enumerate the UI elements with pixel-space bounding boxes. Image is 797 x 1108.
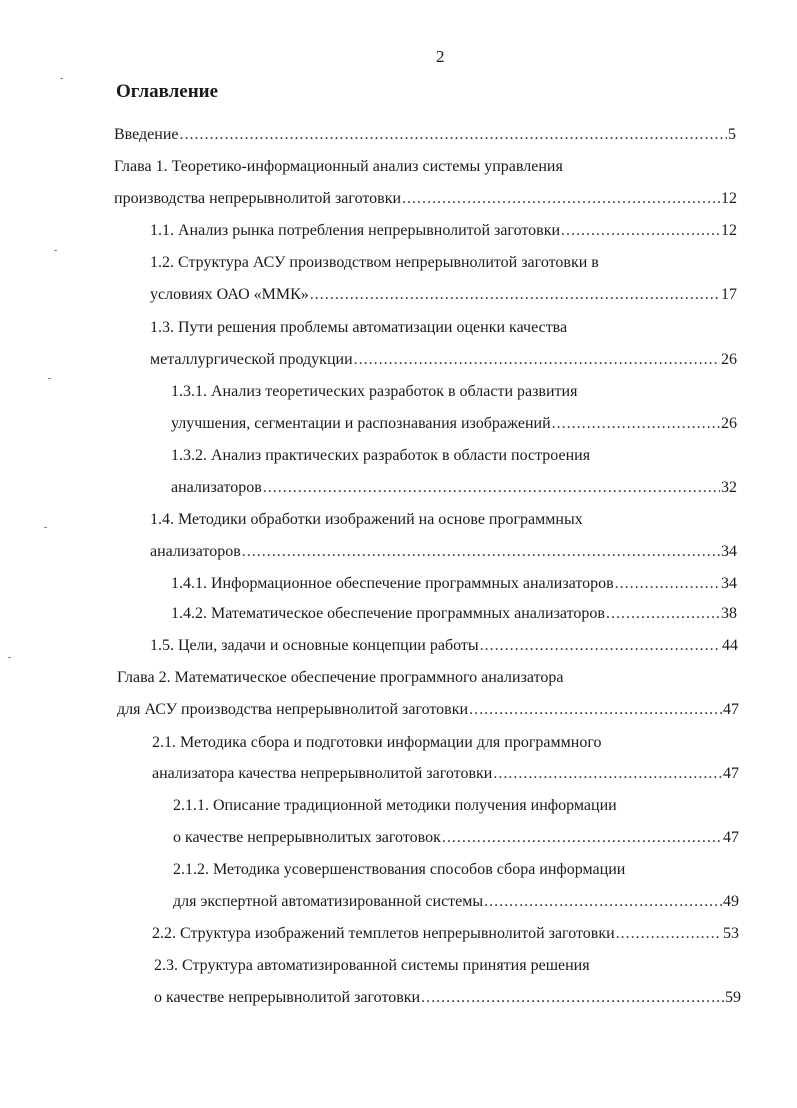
toc-entry — [150, 318, 737, 338]
toc-entry-text: улучшения, сегментации и распознавания изображений — [171, 415, 551, 432]
toc-leader — [606, 604, 720, 624]
toc-entry — [173, 892, 739, 912]
toc-entry-text: 1.4. Методики обработки изображений на основе программных — [150, 511, 583, 528]
scan-speck — [8, 657, 11, 658]
page-number: 2 — [436, 47, 445, 66]
toc-entry — [152, 924, 739, 944]
toc-leader — [469, 700, 722, 720]
toc-entry-text: 1.3. Пути решения проблемы автоматизации оценки качества — [150, 319, 568, 336]
toc-entry-text: 1.3.1. Анализ теоретических разработок в области развития — [171, 383, 578, 400]
toc-entry-text: 2.3. Структура автоматизированной системы принятия решения — [154, 957, 590, 974]
toc-entry-text: анализатора качества непрерывнолитой заготовки — [152, 765, 493, 782]
scan-speck — [48, 378, 51, 379]
toc-entry-text: 1.2. Структура АСУ производством непрерывнолитой заготовки в — [150, 254, 599, 271]
toc-entry-text: Введение — [114, 126, 179, 143]
toc-entry — [171, 414, 737, 434]
toc-entry-page: 17 — [721, 286, 737, 303]
toc-entry-text: Глава 2. Математическое обеспечение программного анализатора — [117, 669, 564, 686]
toc-entry-text: 2.1. Методика сбора и подготовки информации для программного — [152, 734, 602, 751]
toc-leader — [480, 636, 721, 656]
toc-leader — [242, 542, 720, 562]
toc-entry-page: 47 — [723, 765, 739, 782]
toc-entry — [154, 988, 741, 1008]
toc-entry — [150, 285, 737, 305]
toc-entry-page: 38 — [721, 605, 737, 622]
toc-entry-page: 26 — [721, 415, 737, 432]
toc-leader — [561, 221, 720, 241]
toc-entry-text: анализаторов — [150, 543, 241, 560]
scan-speck — [60, 78, 63, 79]
toc-entry-page: 12 — [721, 190, 737, 207]
toc-entry-page: 53 — [723, 925, 739, 942]
toc-leader — [263, 478, 720, 498]
toc-entry-text: 1.4.2. Математическое обеспечение программных анализаторов — [171, 605, 605, 622]
toc-entry — [150, 253, 737, 273]
toc-entry-text: анализаторов — [171, 479, 262, 496]
toc-entry — [150, 350, 737, 370]
toc-entry-page: 34 — [721, 543, 737, 560]
toc-leader — [180, 125, 728, 145]
toc-entry-page: 49 — [723, 893, 739, 910]
toc-entry-text: 2.2. Структура изображений темплетов непрерывнолитой заготовки — [152, 925, 615, 942]
toc-entry-page: 47 — [723, 701, 739, 718]
toc-entry-page: 26 — [721, 351, 737, 368]
toc-entry-text: 2.1.2. Методика усовершенствования способов сбора информации — [173, 861, 626, 878]
toc-entry-text: 1.1. Анализ рынка потребления непрерывнолитой заготовки — [150, 222, 561, 239]
toc-entry — [150, 636, 738, 656]
scan-speck — [44, 527, 47, 528]
toc-entry — [114, 125, 736, 145]
toc-entry-text: для АСУ производства непрерывнолитой заготовки — [117, 701, 469, 718]
toc-entry — [173, 860, 739, 880]
toc-entry-text: 1.5. Цели, задачи и основные концепции работы — [150, 637, 479, 654]
toc-leader — [484, 892, 722, 912]
toc-entry — [150, 510, 737, 530]
toc-entry-text: металлургической продукции — [150, 351, 353, 368]
toc-entry-text: для экспертной автоматизированной системы — [173, 893, 484, 910]
toc-entry-text: условиях ОАО «ММК» — [150, 286, 309, 303]
toc-leader — [310, 285, 720, 305]
toc-entry-page: 12 — [721, 222, 737, 239]
toc-entry-page: 59 — [725, 989, 741, 1006]
toc-leader — [493, 764, 722, 784]
toc-entry — [152, 764, 739, 784]
toc-entry-text: о качестве непрерывнолитой заготовки — [154, 989, 421, 1006]
toc-entry-text: о качестве непрерывнолитых заготовок — [173, 829, 441, 846]
toc-leader — [354, 350, 720, 370]
toc-entry-text: 2.1.1. Описание традиционной методики получения информации — [173, 797, 617, 814]
toc-leader — [615, 574, 720, 594]
toc-entry — [173, 796, 739, 816]
toc-entry — [171, 446, 737, 466]
toc-entry — [150, 542, 737, 562]
toc-entry — [171, 574, 737, 594]
toc-entry — [154, 956, 741, 976]
toc-entry — [171, 604, 737, 624]
toc-entry-page: 47 — [723, 829, 739, 846]
toc-entry — [117, 700, 739, 720]
toc-entry — [117, 668, 738, 688]
toc-entry-text: 1.4.1. Информационное обеспечение программных анализаторов — [171, 575, 614, 592]
toc-entry-text: Глава 1. Теоретико-информационный анализ системы управления — [114, 158, 563, 175]
toc-entry — [171, 478, 737, 498]
toc-entry-text: производства непрерывнолитой заготовки — [114, 190, 402, 207]
toc-entry — [114, 157, 736, 177]
toc-entry-page: 32 — [721, 479, 737, 496]
toc-entry-page: 5 — [728, 126, 736, 143]
toc-entry — [171, 382, 737, 402]
toc-title: Оглавление — [116, 81, 219, 102]
toc-entry — [150, 221, 737, 241]
toc-leader — [402, 189, 720, 209]
toc-leader — [616, 924, 722, 944]
toc-entry — [114, 189, 737, 209]
toc-entry-page: 34 — [721, 575, 737, 592]
toc-entry-text: 1.3.2. Анализ практических разработок в области построения — [171, 447, 591, 464]
toc-entry-page: 44 — [722, 637, 738, 654]
toc-entry — [173, 828, 739, 848]
scan-speck — [54, 250, 57, 251]
toc-leader — [552, 414, 720, 434]
toc-leader — [421, 988, 724, 1008]
toc-leader — [442, 828, 722, 848]
toc-entry — [152, 733, 739, 753]
